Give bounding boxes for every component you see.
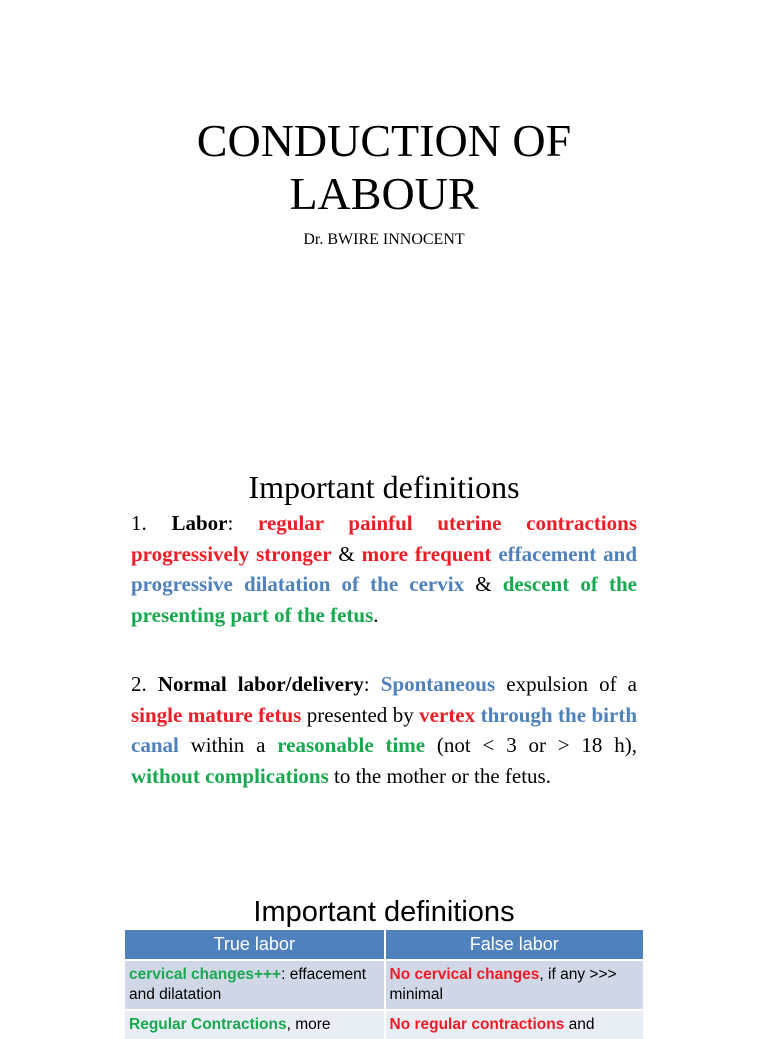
header-false-labor: False labor bbox=[385, 930, 645, 960]
def-text: expulsion of a bbox=[495, 672, 637, 696]
def-term: Normal labor/delivery bbox=[157, 672, 364, 696]
table-cell bbox=[385, 1010, 645, 1039]
table-cell bbox=[385, 960, 645, 1010]
comparison-slide bbox=[0, 860, 768, 1033]
table-row bbox=[125, 960, 644, 1010]
title-line-2: LABOUR bbox=[289, 168, 479, 219]
table-row bbox=[125, 1010, 644, 1039]
title-slide bbox=[0, 0, 768, 435]
def-highlight-red: regular painful uterine contractions progressively stronger bbox=[131, 511, 637, 566]
cell-highlight-red: No cervical changes bbox=[389, 966, 540, 983]
header-true-labor: True labor bbox=[125, 930, 385, 960]
def-term: Labor bbox=[171, 511, 228, 535]
author-subtitle: Dr. BWIRE INNOCENT bbox=[303, 231, 465, 248]
definitions-slide bbox=[0, 435, 768, 860]
labor-comparison-table bbox=[125, 930, 645, 1039]
def-text: : bbox=[363, 672, 381, 696]
cell-text: , if any >>> minimal bbox=[389, 966, 617, 1003]
def-highlight-red: single mature fetus bbox=[131, 702, 302, 727]
def-highlight-blue: effacement and progressive dilatation of the cervix bbox=[131, 541, 638, 596]
def-highlight-green: descent of the presenting part of the fetus bbox=[131, 572, 637, 627]
cell-highlight-green: cervical changes+++ bbox=[129, 966, 282, 983]
def-text: & bbox=[464, 572, 503, 596]
def-text: presented by bbox=[301, 702, 420, 727]
def-number: 1. bbox=[131, 511, 172, 535]
def-text: within a bbox=[178, 733, 278, 757]
table-cell bbox=[125, 960, 385, 1010]
comparison-title: Important definitions bbox=[253, 896, 515, 928]
def-text: : bbox=[227, 511, 259, 535]
def-text: . bbox=[373, 602, 379, 627]
def-text: to the mother or the fetus. bbox=[328, 763, 551, 788]
cell-highlight-red: No regular contractions bbox=[389, 1016, 565, 1033]
def-highlight-green: without complications bbox=[131, 763, 329, 788]
def-number: 2. bbox=[131, 672, 158, 696]
definition-normal-labor bbox=[131, 669, 637, 791]
def-highlight-blue: Spontaneous bbox=[380, 672, 496, 696]
cell-text: , more bbox=[286, 1016, 331, 1033]
table-header-row bbox=[125, 930, 644, 960]
definition-labor bbox=[131, 508, 637, 630]
def-text: (not < 3 or > 18 h), bbox=[425, 733, 637, 757]
def-highlight-red: more frequent bbox=[361, 541, 492, 566]
cell-text: and bbox=[564, 1016, 595, 1033]
table-cell bbox=[125, 1010, 385, 1039]
slide-title bbox=[0, 114, 768, 220]
def-text: & bbox=[331, 541, 362, 566]
def-highlight-green: reasonable time bbox=[277, 733, 426, 757]
definitions-title: Important definitions bbox=[248, 469, 520, 505]
def-highlight-blue: through the birth canal bbox=[131, 702, 637, 757]
cell-text: : effacement and dilatation bbox=[129, 966, 367, 1003]
def-highlight-red: vertex bbox=[419, 702, 476, 727]
cell-highlight-green: Regular Contractions bbox=[129, 1016, 287, 1033]
title-line-1: CONDUCTION OF bbox=[196, 115, 572, 166]
